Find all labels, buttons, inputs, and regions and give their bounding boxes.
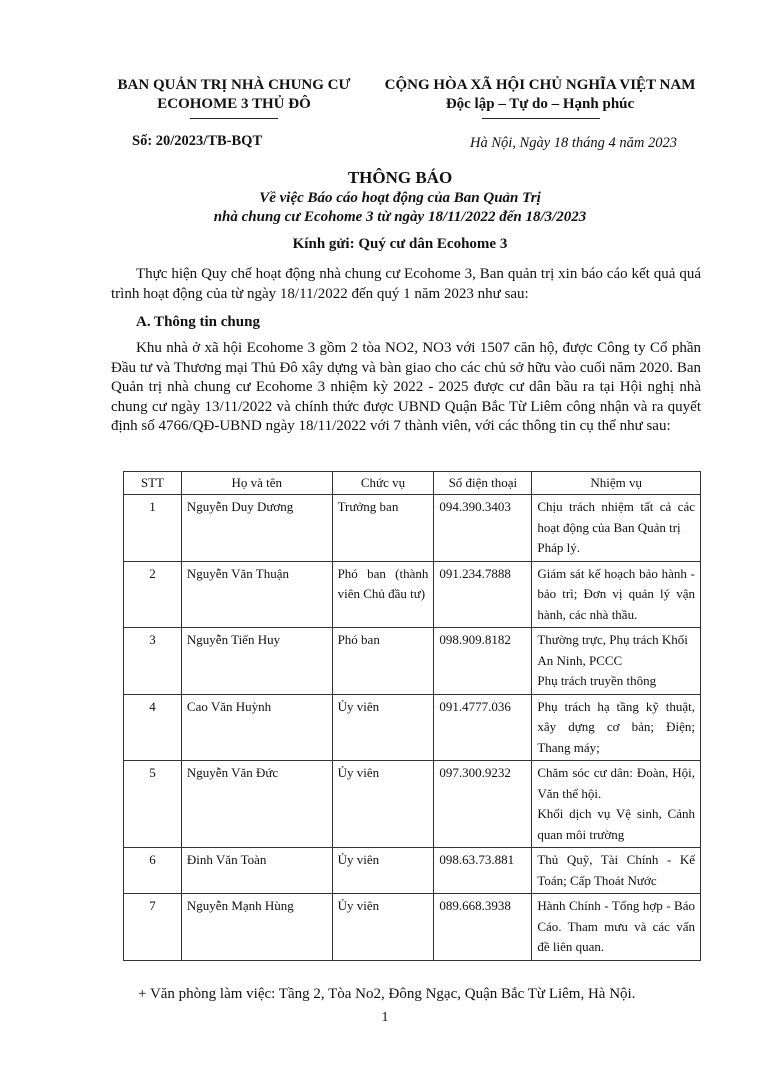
cell-phone: 091.234.7888 (434, 561, 532, 628)
subtitle-line1: Về việc Báo cáo hoạt động của Ban Quản Trị (259, 190, 541, 206)
table-row (124, 761, 701, 848)
cell-duty (532, 495, 701, 562)
cell-name: Nguyễn Văn Thuận (181, 561, 332, 628)
duty-line: Hành Chính - Tổng hợp - Báo Cáo. Tham mưu và các vấn đề liên quan. (537, 898, 695, 954)
table-row (124, 694, 701, 761)
cell-phone: 098.63.73.881 (434, 848, 532, 894)
table-row (124, 894, 701, 961)
cell-name: Nguyễn Mạnh Hùng (181, 894, 332, 961)
cell-stt: 1 (124, 495, 182, 562)
intro-paragraph: Thực hiện Quy chế hoạt động nhà chung cư Ecohome 3, Ban quản trị xin báo cáo kết quả quá trình hoạt động của từ ngày 18/11/2022 đến quý 1 năm 2023 như sau: (111, 266, 701, 302)
organization-header (100, 76, 368, 114)
document-subtitle (100, 189, 700, 227)
cell-stt: 2 (124, 561, 182, 628)
cell-name: Nguyễn Tiến Huy (181, 628, 332, 695)
org-name-line2: ECOHOME 3 THỦ ĐÔ (157, 96, 311, 112)
cell-role: Phó ban (332, 628, 434, 695)
document-title: THÔNG BÁO (347, 168, 453, 187)
cell-role: Ủy viên (332, 694, 434, 761)
header-name: Họ và tên (181, 472, 332, 495)
cell-duty (532, 894, 701, 961)
cell-phone: 089.668.3938 (434, 894, 532, 961)
cell-role: Ủy viên (332, 894, 434, 961)
office-address-note: + Văn phòng làm việc: Tầng 2, Tòa No2, Đông Ngạc, Quận Bắc Từ Liêm, Hà Nội. (138, 986, 636, 1002)
duty-line: Pháp lý. (537, 540, 580, 555)
cell-duty (532, 628, 701, 695)
page-number: 1 (381, 1010, 389, 1025)
cell-name: Cao Văn Huỳnh (181, 694, 332, 761)
table-row (124, 561, 701, 628)
members-table (123, 471, 701, 961)
duty-line: Thủ Quỹ, Tài Chính - Kế Toán; Cấp Thoát Nước (537, 852, 695, 888)
cell-phone: 091.4777.036 (434, 694, 532, 761)
cell-name: Nguyễn Văn Đức (181, 761, 332, 848)
motto-underline (482, 118, 600, 119)
duty-line: Phụ trách hạ tầng kỹ thuật, xây dựng cơ bản; Điện; Thang máy; (537, 698, 695, 755)
cell-name: Đinh Văn Toàn (181, 848, 332, 894)
org-underline (190, 118, 278, 119)
table-row (124, 848, 701, 894)
cell-phone: 098.909.8182 (434, 628, 532, 695)
header-phone: Số điện thoại (434, 472, 532, 495)
cell-duty (532, 761, 701, 848)
duty-line: Chăm sóc cư dân: Đoàn, Hội, Văn thể hội. (537, 765, 695, 801)
duty-line: Chịu trách nhiệm tất cả các hoạt động của Ban Quản trị (537, 499, 695, 535)
national-header (372, 76, 708, 114)
document-date: Hà Nội, Ngày 18 tháng 4 năm 2023 (470, 135, 678, 151)
cell-duty (532, 561, 701, 628)
header-stt: STT (124, 472, 182, 495)
cell-phone: 094.390.3403 (434, 495, 532, 562)
cell-role: Trưởng ban (332, 495, 434, 562)
cell-role: Ủy viên (332, 761, 434, 848)
section-a-paragraph: Khu nhà ở xã hội Ecohome 3 gồm 2 tòa NO2, NO3 với 1507 căn hộ, được Công ty Cổ phần Đầu tư và Thương mại Thủ Đô xây dựng và bàn giao cho các chủ sở hữu vào cuối năm 2020. Ban Quản trị nhà chung cư Ecohome 3 nhiệm kỳ 2022 - 2025 được cư dân bầu ra tại Hội nghị nhà chung cư ngày 13/11/2022 và chính thức được UBND Quận Bắc Từ Liêm công nhận và ra quyết định số 4766/QĐ-UBND ngày 18/11/2022 với 7 thành viên, với các thông tin cụ thể như sau: (111, 340, 701, 434)
duty-line: Giám sát kế hoạch bảo hành - bảo trì; Đơn vị quản lý vận hành, các nhà thầu. (537, 565, 695, 622)
cell-duty (532, 848, 701, 894)
duty-line: Thường trực, Phụ trách Khối An Ninh, PCCC (537, 632, 688, 668)
table-row (124, 628, 701, 695)
cell-phone: 097.300.9232 (434, 761, 532, 848)
header-duty: Nhiệm vụ (532, 472, 701, 495)
header-role: Chức vụ (332, 472, 434, 495)
recipient-line: Kính gửi: Quý cư dân Ecohome 3 (292, 236, 508, 252)
cell-stt: 5 (124, 761, 182, 848)
cell-stt: 3 (124, 628, 182, 695)
document-number: Số: 20/2023/TB-BQT (132, 133, 263, 149)
table-row (124, 495, 701, 562)
cell-duty (532, 694, 701, 761)
nation-name: CỘNG HÒA XÃ HỘI CHỦ NGHĨA VIỆT NAM (384, 77, 696, 93)
nation-motto: Độc lập – Tự do – Hạnh phúc (445, 96, 635, 112)
duty-line: Phụ trách truyền thông (537, 673, 657, 688)
subtitle-line2: nhà chung cư Ecohome 3 từ ngày 18/11/2022 đến 18/3/2023 (213, 209, 587, 225)
cell-name: Nguyễn Duy Dương (181, 495, 332, 562)
cell-stt: 7 (124, 894, 182, 961)
section-a-heading: A. Thông tin chung (136, 314, 260, 330)
duty-line: Khối dịch vụ Vệ sinh, Cảnh quan môi trường (537, 806, 695, 842)
table-header-row (124, 472, 701, 495)
cell-role: Ủy viên (332, 848, 434, 894)
org-name-line1: BAN QUẢN TRỊ NHÀ CHUNG CƯ (117, 77, 351, 93)
cell-role: Phó ban (thành viên Chủ đầu tư) (332, 561, 434, 628)
cell-stt: 6 (124, 848, 182, 894)
cell-stt: 4 (124, 694, 182, 761)
